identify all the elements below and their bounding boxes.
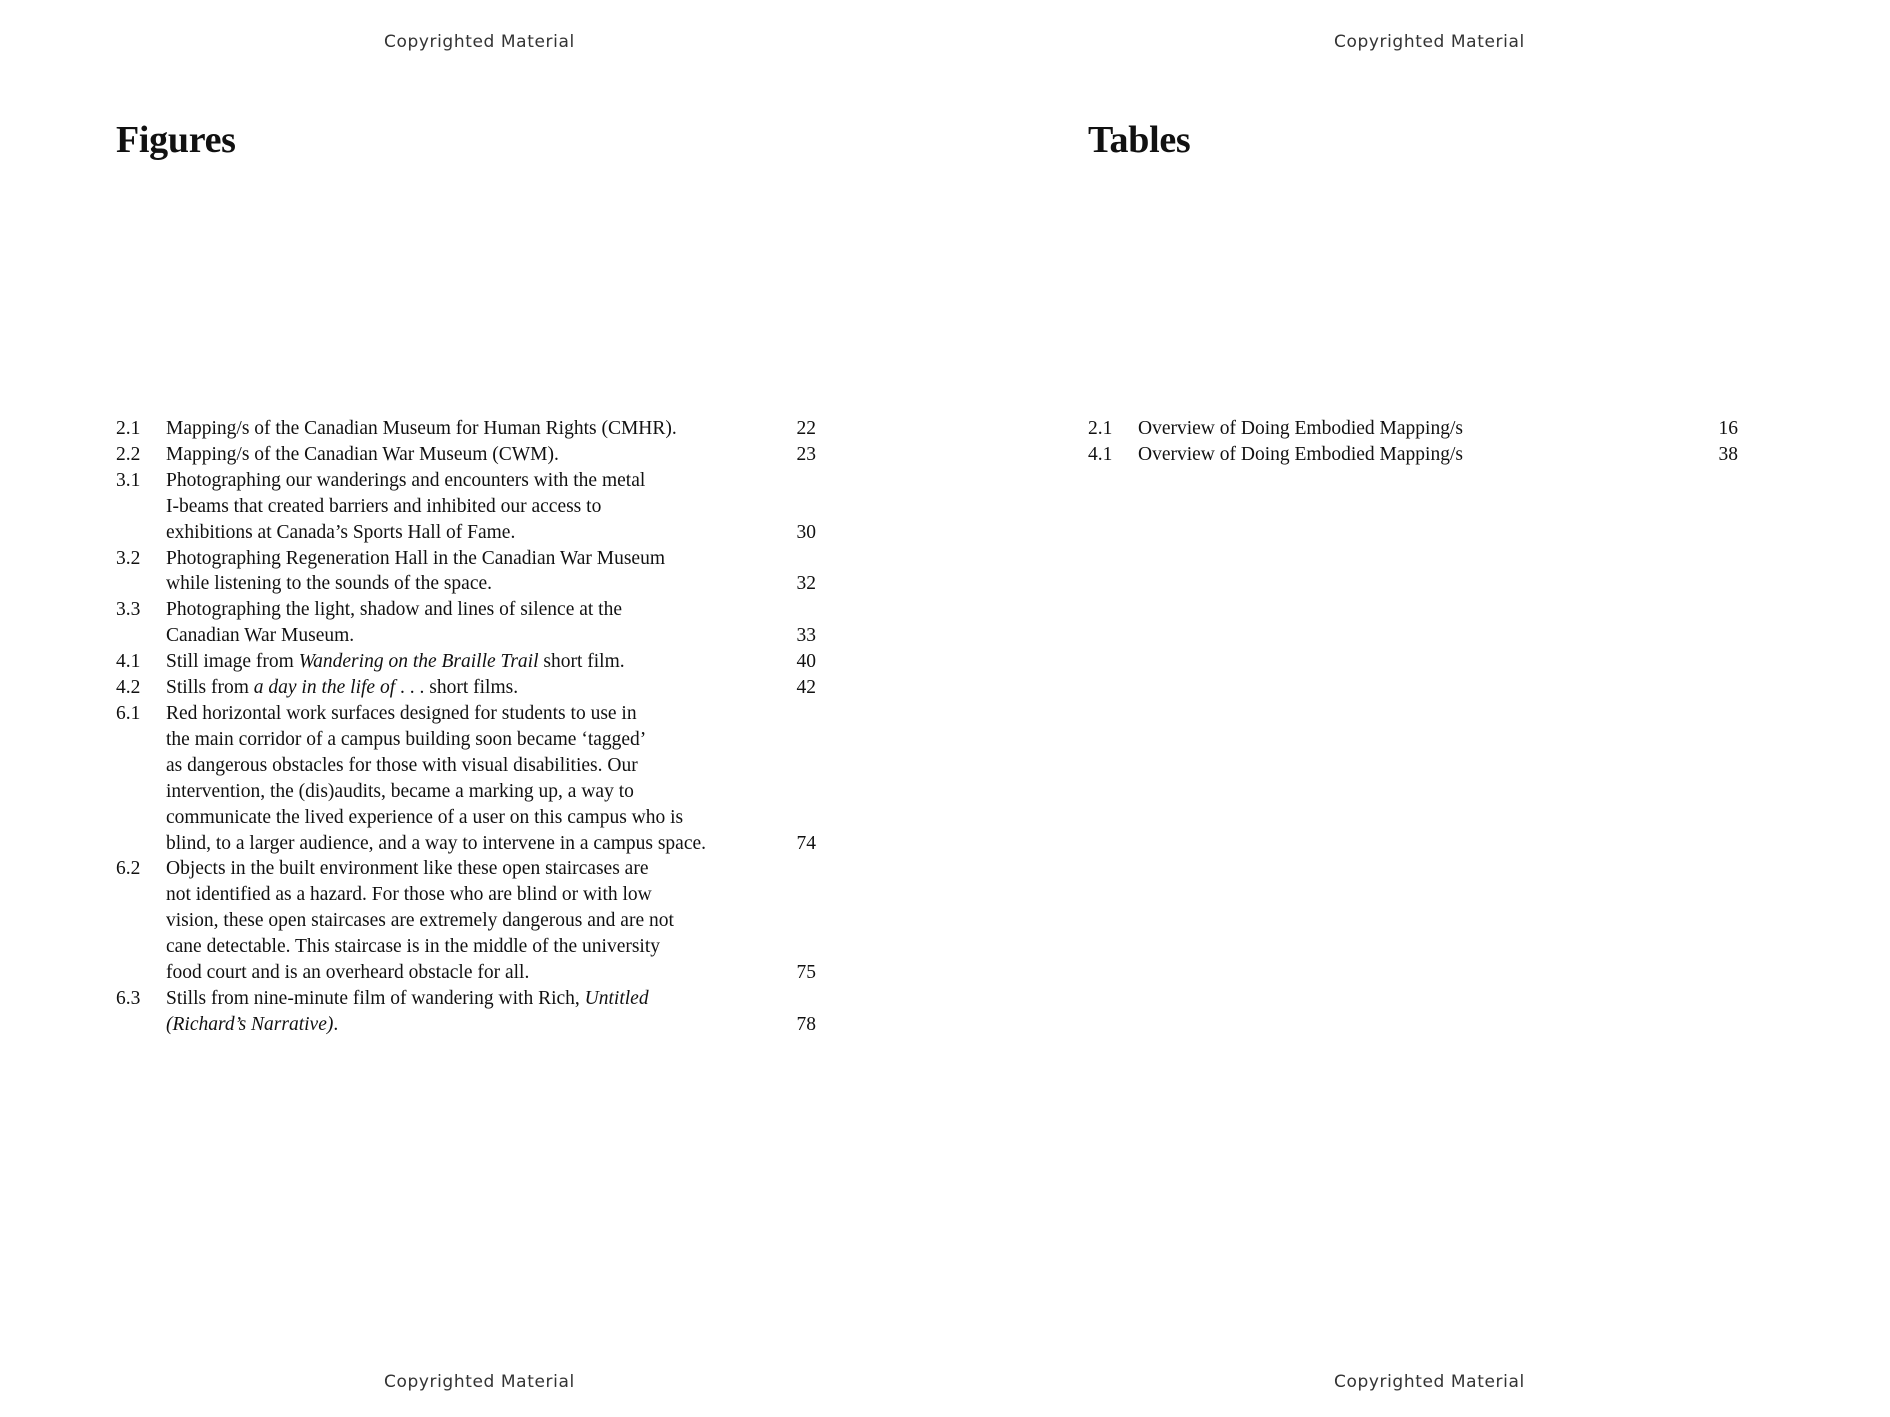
caption-text: Photographing the light, shadow and lines of silence at the [166, 599, 622, 621]
entry-number: 4.1 [1088, 443, 1113, 465]
entry-caption [166, 675, 756, 701]
entry-caption [166, 468, 756, 546]
entry-caption [166, 442, 756, 468]
list-entry [116, 468, 816, 546]
entry-caption [166, 856, 756, 986]
caption-text: . [333, 1013, 339, 1035]
copyright-footer: Copyrighted Material [384, 1372, 575, 1392]
tables-list [1088, 416, 1738, 468]
figures-heading: Figures [116, 119, 236, 161]
entry-number: 2.1 [116, 418, 141, 439]
caption-text: while listening to the sounds of the space. [166, 573, 493, 595]
caption-text: not identified as a hazard. For those who are blind or with low [166, 884, 652, 906]
caption-text: exhibitions at Canada’s Sports Hall of Fame. [166, 521, 516, 543]
copyright-header: Copyrighted Material [1334, 32, 1525, 52]
caption-text: communicate the lived experience of a user on this campus who is [166, 806, 684, 828]
caption-italic-text: (Richard’s Narrative) [166, 1013, 334, 1035]
caption-text: Objects in the built environment like these open staircases are [166, 858, 649, 880]
caption-text: cane detectable. This staircase is in the middle of the university [166, 936, 661, 958]
caption-line [166, 520, 756, 546]
caption-text: Canadian War Museum. [166, 625, 355, 647]
caption-line [166, 623, 756, 649]
caption-line [166, 649, 756, 675]
caption-line [166, 779, 756, 805]
caption-line [166, 571, 756, 597]
list-entry [116, 546, 816, 598]
caption-text: Red horizontal work surfaces designed for students to use in [166, 702, 637, 724]
caption-text: . . . short films. [395, 677, 519, 699]
entry-page-number: 23 [796, 443, 816, 465]
entry-number: 6.2 [116, 858, 141, 880]
caption-text: intervention, the (dis)audits, became a marking up, a way to [166, 780, 634, 802]
entry-page-number: 16 [1718, 418, 1738, 439]
caption-text: Stills from [166, 677, 254, 699]
entry-page-number: 40 [796, 651, 816, 673]
caption-line [166, 831, 756, 857]
caption-line [166, 805, 756, 831]
tables-heading: Tables [1088, 119, 1191, 161]
caption-italic-text: Untitled [584, 987, 649, 1009]
caption-text: I-beams that created barriers and inhibited our access to [166, 495, 602, 517]
entry-caption [166, 986, 756, 1038]
caption-italic-text: a day in the life of [253, 677, 396, 699]
entry-page-number: 75 [796, 962, 816, 984]
entry-page-number: 22 [796, 418, 816, 439]
caption-line [166, 494, 756, 520]
list-entry [116, 986, 816, 1038]
entry-number: 2.2 [116, 443, 141, 465]
caption-italic-text: Wandering on the Braille Trail [298, 651, 539, 673]
entry-number: 6.1 [116, 702, 141, 724]
entry-page-number: 30 [796, 521, 816, 543]
caption-line [166, 753, 756, 779]
caption-line [166, 882, 756, 908]
caption-line [166, 960, 756, 986]
entry-page-number: 32 [796, 573, 816, 595]
caption-line [166, 1012, 756, 1038]
list-entry [116, 416, 816, 442]
caption-line [166, 856, 756, 882]
list-entry [116, 597, 816, 649]
caption-line [166, 597, 756, 623]
caption-text: Mapping/s of the Canadian War Museum (CWM). [166, 443, 559, 465]
figures-list [116, 416, 816, 1038]
caption-text: vision, these open staircases are extremely dangerous and are not [166, 910, 674, 932]
caption-text: Still image from [166, 651, 299, 673]
caption-line [166, 546, 756, 572]
list-entry [116, 856, 816, 986]
entry-number: 3.1 [116, 469, 141, 491]
caption-line [166, 468, 756, 494]
list-entry [116, 701, 816, 856]
caption-line [166, 908, 756, 934]
caption-line [166, 416, 756, 442]
list-entry [116, 649, 816, 675]
entry-caption [1138, 442, 1698, 468]
caption-text: as dangerous obstacles for those with visual disabilities. Our [166, 754, 638, 776]
entry-number: 6.3 [116, 987, 141, 1009]
caption-text: Overview of Doing Embodied Mapping/s [1138, 443, 1463, 465]
entry-caption [166, 649, 756, 675]
caption-line [166, 675, 756, 701]
entry-caption [166, 701, 756, 856]
caption-line [1138, 416, 1698, 442]
caption-text: blind, to a larger audience, and a way to intervene in a campus space. [166, 832, 707, 854]
entry-number: 2.1 [1088, 418, 1113, 439]
caption-line [1138, 442, 1698, 468]
caption-text: Overview of Doing Embodied Mapping/s [1138, 418, 1463, 439]
copyright-footer: Copyrighted Material [1334, 1372, 1525, 1392]
caption-line [166, 442, 756, 468]
caption-line [166, 727, 756, 753]
caption-text: Stills from nine-minute film of wandering with Rich, [166, 987, 585, 1009]
entry-number: 4.1 [116, 651, 141, 673]
copyright-header: Copyrighted Material [384, 32, 575, 52]
right-page [945, 0, 1890, 1417]
entry-number: 3.2 [116, 547, 141, 569]
entry-number: 3.3 [116, 599, 141, 621]
caption-line [166, 934, 756, 960]
entry-caption [166, 416, 756, 442]
list-entry [1088, 416, 1738, 442]
entry-page-number: 42 [796, 677, 816, 699]
entry-caption [1138, 416, 1698, 442]
entry-number: 4.2 [116, 677, 141, 699]
caption-text: the main corridor of a campus building soon became ‘tagged’ [166, 728, 647, 750]
caption-text: Photographing Regeneration Hall in the Canadian War Museum [166, 547, 666, 569]
caption-text: Mapping/s of the Canadian Museum for Human Rights (CMHR). [166, 418, 677, 439]
entry-page-number: 33 [796, 625, 816, 647]
list-entry [116, 675, 816, 701]
entry-page-number: 74 [796, 832, 816, 854]
caption-line [166, 701, 756, 727]
entry-caption [166, 546, 756, 598]
entry-page-number: 38 [1718, 443, 1738, 465]
entry-caption [166, 597, 756, 649]
caption-text: short film. [538, 651, 625, 673]
entry-page-number: 78 [796, 1013, 816, 1035]
caption-text: Photographing our wanderings and encounters with the metal [166, 469, 646, 491]
caption-line [166, 986, 756, 1012]
list-entry [116, 442, 816, 468]
caption-text: food court and is an overheard obstacle for all. [166, 962, 530, 984]
list-entry [1088, 442, 1738, 468]
